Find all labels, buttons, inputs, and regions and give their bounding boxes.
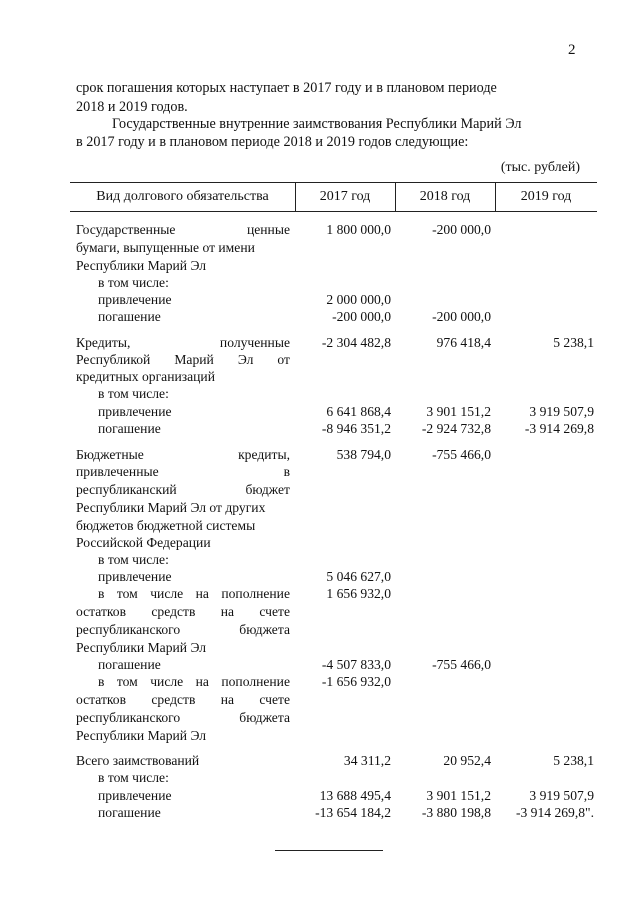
intro-line-4: в 2017 году и в плановом периоде 2018 и 2019 годов следующие: [76, 134, 469, 150]
budget-credits-borrowing-label: привлечение [98, 569, 172, 584]
budget-credits-label-line: Республики Марий Эл от других [76, 500, 266, 515]
replenish-repay-label-line: остатков средств на счете [76, 692, 290, 707]
budget-credits-label-line: республиканский бюджет [76, 482, 290, 497]
budget-credits-2017: 538 794,0 [336, 447, 391, 462]
intro-line-2: 2018 и 2019 годов. [76, 99, 188, 115]
credits-label-line: Кредиты, полученные [76, 335, 290, 350]
budget-credits-repayment-2018: -755 466,0 [432, 657, 491, 672]
budget-credits-label-line: Бюджетные кредиты, [76, 447, 290, 462]
credits-label-line: кредитных организаций [76, 369, 215, 384]
header-2019: 2019 год [520, 189, 572, 204]
replenish-label-line: остатков средств на счете [76, 604, 290, 619]
securities-repayment-label: погашение [98, 309, 161, 324]
securities-borrowing-label: привлечение [98, 292, 172, 307]
credits-borrowing-2018: 3 901 151,2 [426, 404, 491, 419]
replenish-label-line: в том числе на пополнение [98, 586, 290, 601]
budget-credits-repayment-2017: -4 507 833,0 [321, 657, 391, 672]
credits-repayment-2019: -3 914 269,8 [524, 421, 594, 436]
replenish-repay-label-line: в том числе на пополнение [98, 674, 290, 689]
securities-2017: 1 800 000,0 [326, 222, 391, 237]
intro-line-1: срок погашения которых наступает в 2017 году и в плановом периоде [76, 80, 497, 96]
securities-label-line: бумаги, выпущенные от имени [76, 240, 255, 255]
total-2017: 34 311,2 [343, 753, 391, 768]
total-2018: 20 952,4 [443, 753, 491, 768]
budget-credits-repayment-label: погашение [98, 657, 161, 672]
securities-borrowing-2017: 2 000 000,0 [326, 292, 391, 307]
credits-2018: 976 418,4 [436, 335, 491, 350]
credits-borrowing-2019: 3 919 507,9 [529, 404, 594, 419]
total-including: в том числе: [98, 770, 169, 785]
securities-repayment-2017: -200 000,0 [332, 309, 391, 324]
budget-credits-label-line: привлеченные в [76, 464, 290, 479]
header-2017: 2017 год [319, 189, 371, 204]
replenish-label-line: республиканского бюджета [76, 622, 290, 637]
replenish-repayment-2017: -1 656 932,0 [321, 674, 391, 689]
budget-credits-including: в том числе: [98, 552, 169, 567]
total-borrowing-2018: 3 901 151,2 [426, 788, 491, 803]
total-label: Всего заимствований [76, 753, 200, 768]
credits-label-line: Республикой Марий Эл от [76, 352, 290, 367]
total-borrowing-label: привлечение [98, 788, 172, 803]
header-type: Вид долгового обязательства [96, 189, 269, 204]
total-repayment-2018: -3 880 198,8 [421, 805, 491, 820]
intro-line-3: Государственные внутренние заимствования Республики Марий Эл [112, 116, 522, 132]
total-2019: 5 238,1 [553, 753, 594, 768]
credits-borrowing-2017: 6 641 868,4 [326, 404, 391, 419]
credits-2017: -2 304 482,8 [321, 335, 391, 350]
securities-label-line: Государственные ценные [76, 222, 290, 237]
total-repayment-2017: -13 654 184,2 [315, 805, 391, 820]
budget-credits-2018: -755 466,0 [432, 447, 491, 462]
budget-credits-label-line: бюджетов бюджетной системы [76, 518, 256, 533]
table-header-rule [70, 211, 597, 212]
credits-repayment-2017: -8 946 351,2 [321, 421, 391, 436]
replenish-repay-label-line: Республики Марий Эл [76, 728, 207, 743]
units-label: (тыс. рублей) [500, 160, 580, 175]
replenish-borrowing-2017: 1 656 932,0 [326, 586, 391, 601]
credits-including: в том числе: [98, 386, 169, 401]
header-2018: 2018 год [419, 189, 471, 204]
budget-credits-borrowing-2017: 5 046 627,0 [326, 569, 391, 584]
total-repayment-label: погашение [98, 805, 161, 820]
replenish-repay-label-line: республиканского бюджета [76, 710, 290, 725]
credits-repayment-label: погашение [98, 421, 161, 436]
credits-2019: 5 238,1 [553, 335, 594, 350]
securities-including: в том числе: [98, 275, 169, 290]
securities-2018: -200 000,0 [432, 222, 491, 237]
replenish-label-line: Республики Марий Эл [76, 640, 207, 655]
securities-repayment-2018: -200 000,0 [432, 309, 491, 324]
page-number: 2 [568, 42, 576, 58]
total-repayment-2019: -3 914 269,8". [515, 805, 594, 820]
credits-borrowing-label: привлечение [98, 404, 172, 419]
total-borrowing-2017: 13 688 495,4 [319, 788, 391, 803]
table-top-rule [70, 182, 597, 183]
footer-rule [275, 850, 383, 851]
budget-credits-label-line: Российской Федерации [76, 535, 211, 550]
total-borrowing-2019: 3 919 507,9 [529, 788, 594, 803]
securities-label-line: Республики Марий Эл [76, 258, 207, 273]
credits-repayment-2018: -2 924 732,8 [421, 421, 491, 436]
